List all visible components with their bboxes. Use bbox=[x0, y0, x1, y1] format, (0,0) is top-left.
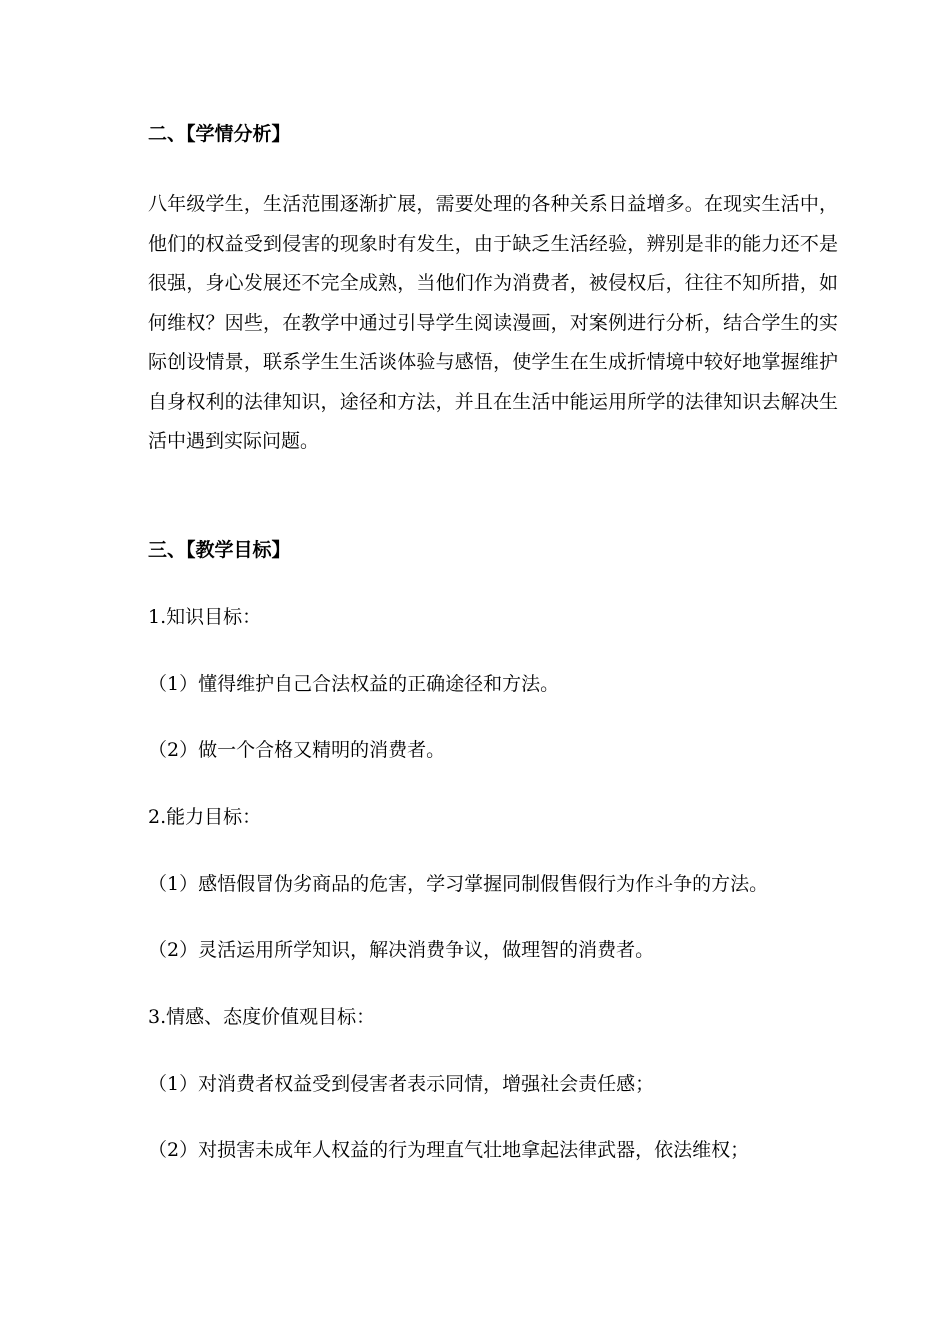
knowledge-goal-item: （1）懂得维护自己合法权益的正确途径和方法。 bbox=[148, 673, 560, 695]
knowledge-goal-title: 1.知识目标： bbox=[148, 606, 262, 628]
emotion-goal-item: （2）对损害未成年人权益的行为理直气壮地拿起法律武器，依法维权； bbox=[148, 1139, 750, 1161]
section-heading-goals: 三、【教学目标】 bbox=[148, 539, 291, 561]
analysis-paragraph: 八年级学生，生活范围逐渐扩展，需要处理的各种关系日益增多。在现实生活中，他们的权益受到侵害的现象时有发生，由于缺乏生活经验，辨别是非的能力还不是很强，身心发展还不完全成熟，当他们作为消费者，被侵权后，往往不知所措，如何维权？因些，在教学中通过引导学生阅读漫画，对案例进行分析，结合学生的实际创设情景，联系学生生活谈体验与感悟，使学生在生成折情境中较好地掌握维护自身权利的法律知识，途径和方法，并且在生活中能运用所学的法律知识去解决生活中遇到实际问题。 bbox=[148, 193, 838, 452]
ability-goal-item: （1）感悟假冒伪劣商品的危害，学习掌握同制假售假行为作斗争的方法。 bbox=[148, 873, 769, 895]
knowledge-goal-item: （2）做一个合格又精明的消费者。 bbox=[148, 739, 446, 761]
ability-goal-title: 2.能力目标： bbox=[148, 806, 262, 828]
ability-goal-item: （2）灵活运用所学知识，解决消费争议，做理智的消费者。 bbox=[148, 939, 655, 961]
section-heading-analysis: 二、【学情分析】 bbox=[148, 123, 291, 145]
emotion-goal-item: （1）对消费者权益受到侵害者表示同情，增强社会责任感； bbox=[148, 1073, 655, 1095]
emotion-goal-title: 3.情感、态度价值观目标： bbox=[148, 1006, 376, 1028]
